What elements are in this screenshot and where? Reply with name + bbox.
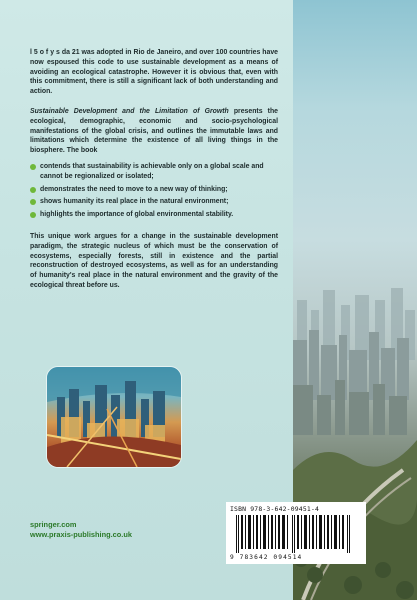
list-item: highlights the importance of global environmental stability. (30, 210, 278, 220)
description-text (30, 48, 278, 301)
bullet-icon (30, 164, 36, 170)
list-item: contends that sustainability is achievable only on a global scale and cannot be regionalized or isolated; (30, 162, 278, 182)
springer-link[interactable]: springer.com (30, 520, 77, 529)
list-item: demonstrates the need to move to a new way of thinking; (30, 185, 278, 195)
publisher-links (30, 520, 132, 540)
list-item: shows humanity its real place in the natural environment; (30, 197, 278, 207)
book-summary-paragraph (30, 107, 278, 156)
bullet-icon (30, 187, 36, 193)
conclusion-paragraph: This unique work argues for a change in the sustainable development paradigm, the strategic nucleus of which must be the conservation of ecosystems, especially forests, still in existence and the partial reconstruction of destroyed ecosystems, as well as for an understanding of humanity's real place in the natural environment and the gravity of the ecological threat before us. (30, 232, 278, 289)
isbn-label: ISBN 978-3-642-09451-4 (230, 505, 320, 513)
barcode-digits: 9 783642 094514 (230, 554, 303, 561)
city-painting-illustration (46, 366, 182, 468)
isbn-barcode (226, 502, 366, 564)
intro-paragraph: l 5 o f y s da 21 was adopted in Rio de Janeiro, and over 100 countries have now espoused this code to use sustainable development as a means of avoiding an ecological catastrophe. However it is obvious that, even with this commitment, there is still a significant lack of both understanding and action. (30, 49, 278, 96)
book-title-reference: Sustainable Development and the Limitation of Growth (30, 107, 229, 115)
bullet-icon (30, 212, 36, 218)
bullet-icon (30, 199, 36, 205)
barcode-icon (230, 515, 362, 553)
feature-list (30, 162, 278, 220)
praxis-link[interactable]: www.praxis-publishing.co.uk (30, 530, 132, 539)
summary-text: presents the ecological, demographic, economic and socio-psychological manifestations of the global crisis, and outlines the immutable laws and limitations which determine the existence of all living things in the biosphere. The book (30, 107, 278, 155)
